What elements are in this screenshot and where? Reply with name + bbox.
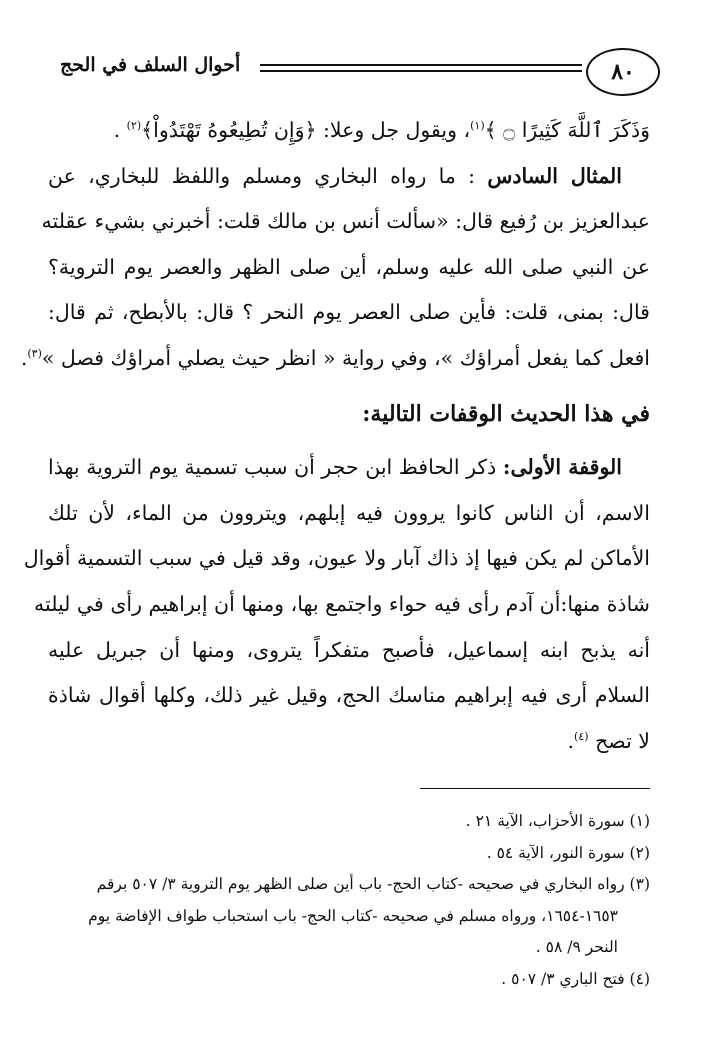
example-line-2: عبدالعزيز بن رُفيع قال: «سألت أنس بن مالك قلت: أخبرني بشيء عقلته: [41, 209, 650, 234]
waqfa-line-6: السلام أرى فيه إبراهيم مناسك الحج، وقيل غير ذلك، وكلها أقوال شاذة: [48, 683, 650, 708]
running-title: أحوال السلف في الحج: [60, 54, 241, 76]
page-number: [586, 48, 660, 96]
example-text-5: افعل كما يفعل أمراؤك »، وفي رواية « انظر حيث يصلي أمراؤك فصل »: [41, 345, 650, 370]
footnote-3-cont-1: ١٦٥٣-١٦٥٤، ورواه مسلم في صحيحه -كتاب الحج- باب استحباب طواف الإفاضة يوم: [88, 906, 618, 925]
waqfa-line-7: [48, 719, 650, 765]
section-heading: في هذا الحديث الوقفات التالية:: [362, 400, 650, 427]
footnote-ref-3[interactable]: (٣): [27, 347, 42, 361]
example-line-4: قال: بمنى، قلت: فأين صلى العصر يوم النحر ؟ قال: بالأبطح، ثم قال:: [48, 300, 650, 325]
footnote-number: (٢): [629, 843, 650, 862]
footnote-ref-1[interactable]: (١): [470, 119, 485, 133]
footnote-number: (٣): [629, 875, 650, 893]
footnotes: [74, 806, 650, 995]
waqfa-line-1: [48, 445, 650, 491]
quran-line: [48, 108, 650, 154]
waqfa-line-3: الأماكن لم يكن فيها إذ ذاك آبار ولا عيون، وقد قيل في سبب التسمية أقوال: [23, 546, 650, 571]
footnote-ref-2[interactable]: (٢): [126, 119, 142, 133]
footnote-2: [74, 838, 650, 870]
period: .: [567, 728, 575, 753]
period: .: [113, 118, 121, 142]
footnote-ref-4[interactable]: (٤): [574, 729, 589, 743]
example-line-3: عن النبي صلى الله عليه وسلم، أين صلى الظهر والعصر يوم التروية؟: [48, 254, 650, 279]
footnote-1: [74, 806, 650, 838]
waqfa-line-4: شاذة منها:أن آدم رأى فيه حواء واجتمع بها، ومنها أن إبراهيم رأى في ليلته: [34, 591, 650, 616]
footnote-number: (١): [629, 812, 650, 830]
example-text-1: : ما رواه البخاري ومسلم واللفظ للبخاري، عن: [48, 163, 476, 188]
footnote-3-cont-2: النحر ٩/ ٥٨ .: [535, 938, 618, 956]
footnote-3: [74, 869, 650, 901]
footnote-4: [74, 964, 650, 996]
waqfa-label: الوقفة الأولى:: [502, 455, 622, 480]
example-label: المثال السادس: [487, 163, 622, 188]
footnote-separator: [420, 788, 650, 789]
waqfa-text-7: لا تصح: [595, 728, 650, 753]
example-line-1: [48, 154, 650, 200]
footnote-number: (٤): [629, 969, 650, 988]
waqfa-line-2: الاسم، أن الناس كانوا يروون فيه إبلهم، ويتروون من الماء، لأن تلك: [48, 500, 650, 525]
quran-verse-1: وَذَكَرَ ٱللَّهَ كَثِيرًا ۝ ﴾: [484, 118, 650, 142]
quran-verse-2: ، ويقول جل وعلا: ﴿وَإِن تُطِيعُوهُ تَهْتَدُواْ﴾: [141, 118, 471, 142]
main-text: [20, 108, 650, 764]
waqfa-text-1: ذكر الحافظ ابن حجر أن سبب تسمية يوم التروية بهذا: [48, 455, 503, 480]
footnote-text: رواه البخاري في صحيحه -كتاب الحج- باب أين صلى الظهر يوم التروية ٣/ ٥٠٧ برقم: [96, 875, 625, 893]
page-header: [60, 40, 660, 104]
header-double-rule: [260, 64, 582, 72]
example-line-5: [20, 336, 650, 382]
footnote-text: سورة الأحزاب، الآية ٢١ .: [465, 812, 625, 830]
period: .: [20, 345, 28, 370]
waqfa-line-5: أنه يذبح ابنه إسماعيل، فأصبح متفكراً يتروى، ومنها أن جبريل عليه: [48, 637, 650, 662]
footnote-text: سورة النور، الآية ٥٤ .: [486, 843, 625, 862]
footnote-text: فتح الباري ٣/ ٥٠٧ .: [501, 969, 625, 988]
page-number-text: ٨٠: [611, 59, 635, 85]
